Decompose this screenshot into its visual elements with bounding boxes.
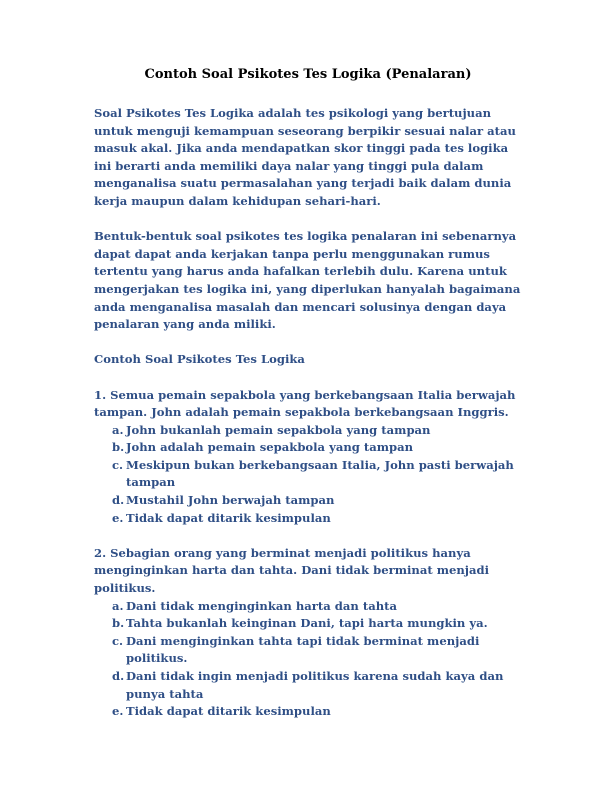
- option-text: Meskipun bukan berkebangsaan Italia, John pasti berwajah tampan: [126, 457, 514, 490]
- question-text: 1. Semua pemain sepakbola yang berkebangsaan Italia berwajah tampan. John adalah pemain sepakbola berkebangsaan Inggris.: [94, 387, 516, 420]
- option-text: Tahta bukanlah keinginan Dani, tapi harta mungkin ya.: [126, 616, 488, 631]
- question-text: 2. Sebagian orang yang berminat menjadi politikus hanya menginginkan harta dan tahta. Dani tidak berminat menjadi politikus.: [94, 545, 490, 596]
- option-item: [94, 668, 522, 703]
- option-item: [94, 703, 522, 721]
- option-marker: e.: [112, 510, 124, 525]
- section-heading: Contoh Soal Psikotes Tes Logika: [94, 352, 305, 367]
- question-1: [94, 387, 522, 528]
- option-text: Dani tidak menginginkan harta dan tahta: [126, 598, 398, 613]
- option-marker: b.: [112, 440, 125, 455]
- option-marker: d.: [112, 669, 125, 683]
- option-text: John bukanlah pemain sepakbola yang tampan: [126, 422, 431, 437]
- option-item: [94, 510, 522, 528]
- option-marker: a.: [112, 598, 124, 613]
- option-marker: e.: [112, 704, 124, 719]
- explanation-paragraph: Bentuk-bentuk soal psikotes tes logika penalaran ini sebenarnya dapat dapat anda kerjakan tanpa perlu menggunakan rumus tertentu yang harus anda hafalkan terlebih dulu. Karena untuk mengerjakan tes logika ini, yang diperlukan hanyalah bagaimana anda menganalisa masalah dan mencari solusinya dengan daya penalaran yang anda miliki.: [94, 229, 521, 332]
- option-item: [94, 633, 522, 668]
- question-2: [94, 545, 522, 721]
- intro-paragraph: Soal Psikotes Tes Logika adalah tes psikologi yang bertujuan untuk menguji kemampuan seseorang berpikir sesuai nalar atau masuk akal. Jika anda mendapatkan skor tinggi pada tes logika ini berarti anda memiliki daya nalar yang tinggi pula dalam menganalisa suatu permasalahan yang terjadi baik dalam dunia kerja maupun dalam kehidupan sehari-hari.: [94, 106, 516, 208]
- option-text: Tidak dapat ditarik kesimpulan: [126, 704, 331, 719]
- option-text: Mustahil John berwajah tampan: [126, 493, 335, 508]
- option-marker: d.: [112, 493, 125, 508]
- option-item: [94, 422, 522, 440]
- option-item: [94, 598, 522, 616]
- option-item: [94, 439, 522, 457]
- option-text: Dani tidak ingin menjadi politikus karena sudah kaya dan punya tahta: [126, 669, 504, 701]
- option-text: John adalah pemain sepakbola yang tampan: [126, 440, 414, 455]
- option-item: [94, 492, 522, 510]
- option-list: [94, 422, 522, 528]
- option-marker: a.: [112, 422, 124, 437]
- document-body: [94, 105, 522, 721]
- option-marker: c.: [112, 633, 124, 648]
- option-text: Tidak dapat ditarik kesimpulan: [126, 510, 331, 525]
- document-title: Contoh Soal Psikotes Tes Logika (Penalaran): [144, 67, 472, 82]
- option-item: [94, 615, 522, 633]
- option-list: [94, 598, 522, 721]
- option-text: Dani menginginkan tahta tapi tidak berminat menjadi politikus.: [126, 633, 480, 666]
- option-marker: c.: [112, 457, 124, 472]
- option-item: [94, 457, 522, 492]
- option-marker: b.: [112, 616, 125, 631]
